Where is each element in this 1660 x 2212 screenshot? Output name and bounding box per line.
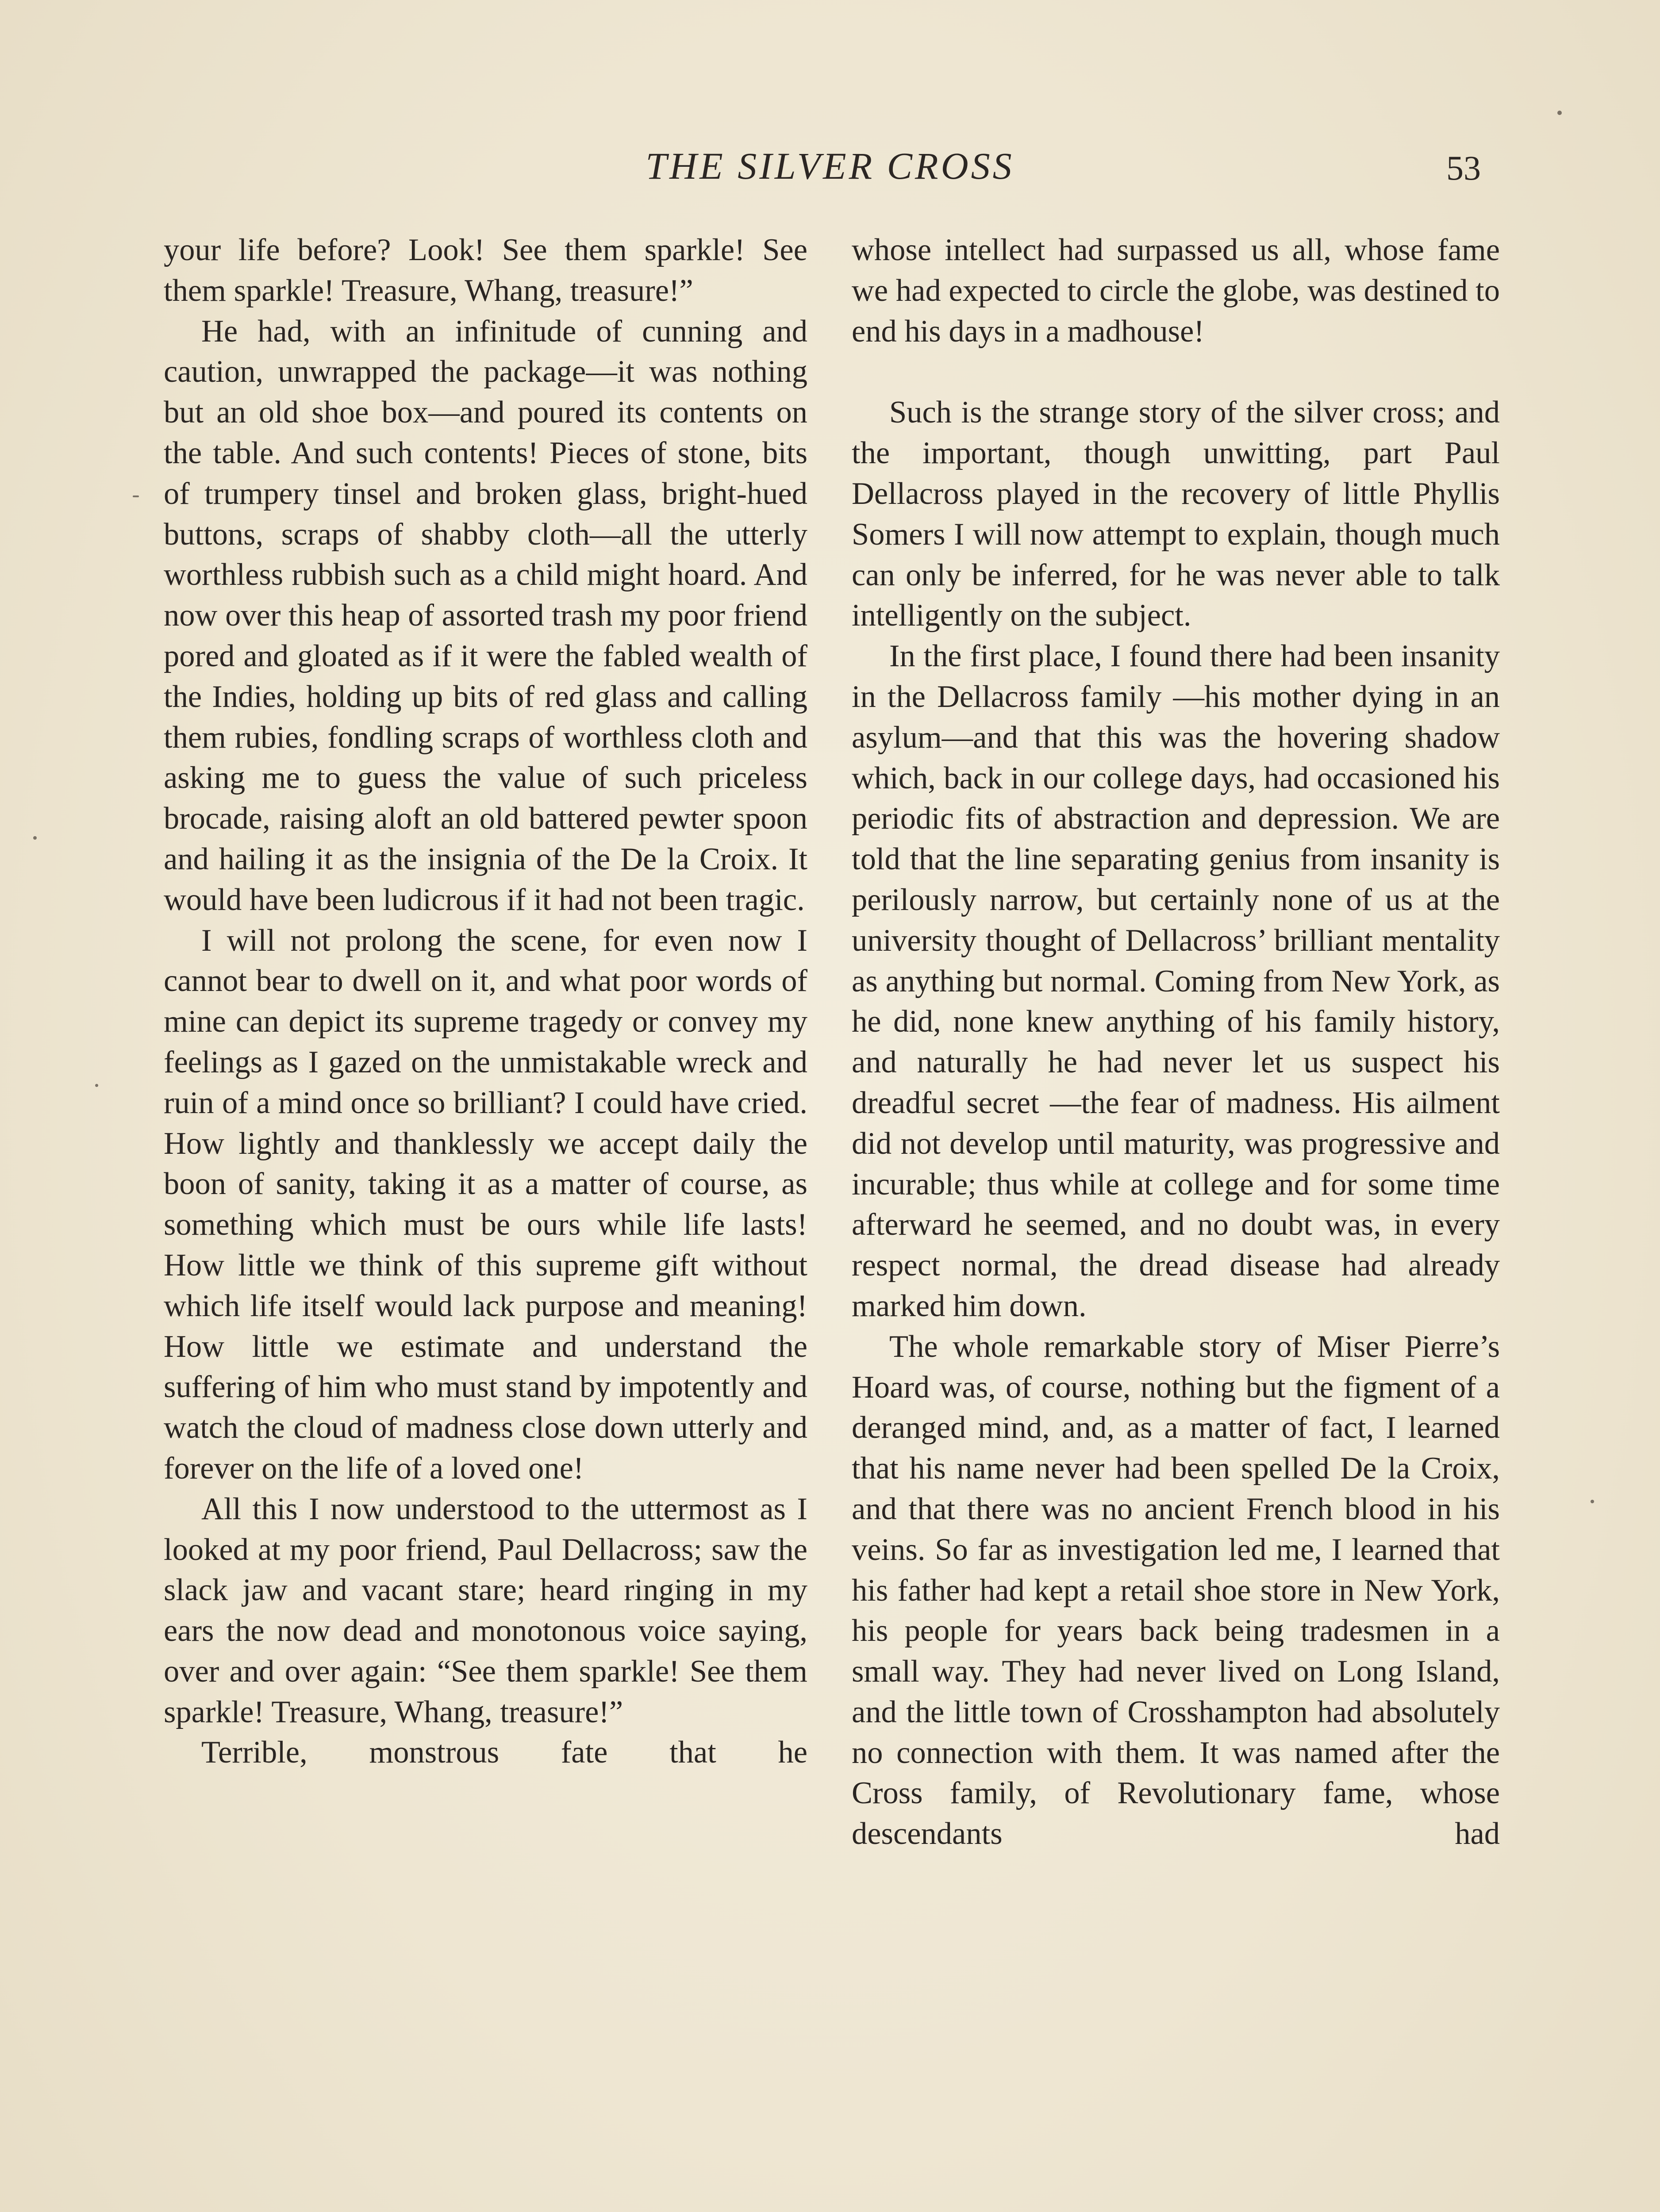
paper-speck [133, 495, 139, 497]
paper-speck [1557, 111, 1562, 115]
page-number: 53 [1446, 149, 1481, 187]
paragraph: Terrible, monstrous fate that he [201, 1735, 807, 1770]
running-title: THE SILVER CROSS [646, 145, 1014, 187]
paragraph: I will not prolong the scene, for even now I cannot bear to dwell on it, and what poor words of mine can depict its supreme tragedy or convey my feelings as I gazed on the unmistakable wreck and ruin of a mind once so brilliant? I could have cried. How lightly and thanklessly we accept daily the boon of sanity, taking it as a matter of course, as something which must be ours while life lasts! How little we think of this supreme gift without which life itself would lack purpose and meaning! How little we estimate and understand the suffering of him who must stand by impotently and watch the cloud of madness close down utterly and forever on the life of a loved one! [164, 923, 807, 1486]
paragraph: whose intellect had surpassed us all, whose fame we had expected to circle the globe, was destined to end his days in a madhouse! [852, 233, 1500, 349]
paper-speck [95, 1084, 98, 1087]
right-column [852, 230, 1500, 1855]
paper-speck [33, 836, 37, 840]
paragraph: He had, with an infinitude of cunning and caution, unwrapped the package—it was nothing but an old shoe box—and poured its contents on the table. And such contents! Pieces of stone, bits of trumpery tinsel and broken glass, bright-hued buttons, scraps of shabby cloth—all the utterly worthless rubbish such as a child might hoard. And now over this heap of assorted trash my poor friend pored and gloated as if it were the fabled wealth of the Indies, holding up bits of red glass and calling them rubies, fondling scraps of worthless cloth and asking me to guess the value of such priceless brocade, raising aloft an old battered pewter spoon and hailing it as the insignia of the De la Croix. It would have been ludicrous if it had not been tragic. [164, 314, 807, 917]
left-column [164, 230, 807, 1773]
paper-speck [1591, 1500, 1594, 1503]
paragraph: In the first place, I found there had been insanity in the Dellacross family —his mother dying in an asylum—and that this was the hovering shadow which, back in our college days, had occasioned his periodic fits of abstraction and depression. We are told that the line separating genius from insanity is perilously narrow, but certainly none of us at the university thought of Dellacross’ brilliant mentality as anything but normal. Coming from New York, as he did, none knew anything of his family history, and naturally he had never let us suspect his dreadful secret —the fear of madness. His ailment did not develop until maturity, was progressive and incurable; thus while at college and for some time afterward he seemed, and no doubt was, in every respect normal, the dread disease had already marked him down. [852, 639, 1500, 1323]
paragraph: your life before? Look! See them sparkle! See them sparkle! Treasure, Whang, treasure!” [164, 233, 807, 308]
paragraph: Such is the strange story of the silver cross; and the important, though unwitting, part Paul Dellacross played in the recovery of little Phyllis Somers I will now attempt to explain, though much can only be inferred, for he was never able to talk intelligently on the subject. [852, 395, 1500, 633]
paragraph: The whole remarkable story of Miser Pierre’s Hoard was, of course, nothing but the figment of a deranged mind, and, as a matter of fact, I learned that his name never had been spelled De la Croix, and that there was no ancient French blood in his veins. So far as investigation led me, I learned that his father had kept a retail shoe store in New York, his people for years back being tradesmen in a small way. They had never lived on Long Island, and the little town of Crosshampton had absolutely no connection with them. It was named after the Cross family, of Revolutionary fame, whose descendants had [852, 1329, 1500, 1851]
paragraph: All this I now understood to the uttermost as I looked at my poor friend, Paul Dellacross; saw the slack jaw and vacant stare; heard ringing in my ears the now dead and monotonous voice saying, over and over again: “See them sparkle! See them sparkle! Treasure, Whang, treasure!” [164, 1491, 807, 1729]
